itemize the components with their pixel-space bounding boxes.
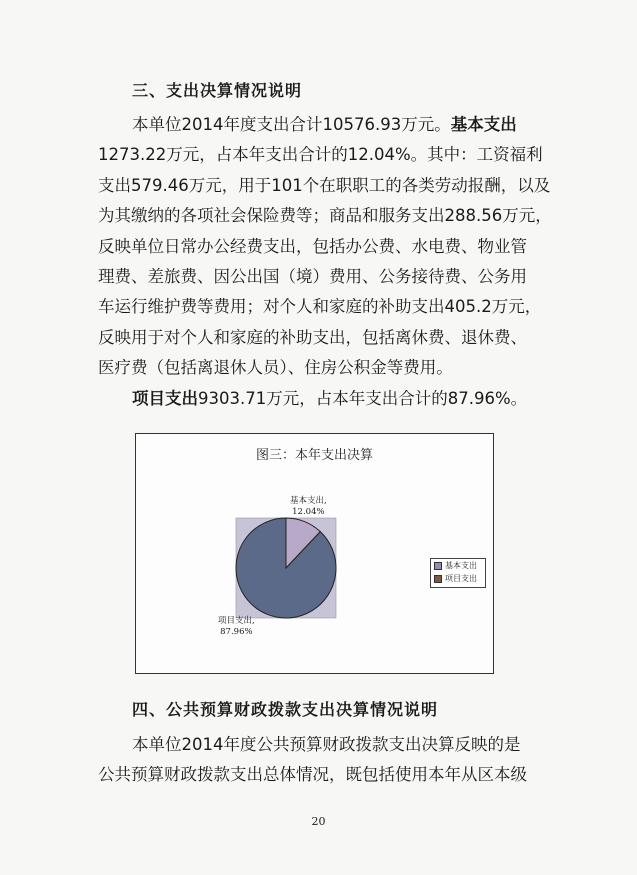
slice-label-basic-value: 12.04% — [292, 507, 325, 517]
pie-slice-project — [236, 518, 336, 618]
paragraph-line: 支出579.46万元，用于101个在职职工的各类劳动报酬，以及 — [98, 175, 551, 195]
legend-swatch — [434, 575, 442, 583]
paragraph-line: 反映用于对个人和家庭的补助支出，包括离休费、退休费、 — [98, 327, 527, 347]
total-expense-text: 本单位2014年度支出合计10576.93万元。 — [132, 115, 451, 134]
paragraph-line: 本单位2014年度公共预算财政拨款支出决算反映的是 — [132, 735, 521, 754]
paragraph-line: 1273.22万元，占本年支出合计的12.04%。其中：工资福利 — [98, 145, 543, 165]
chart-legend — [430, 558, 486, 588]
chart-title: 图三：本年支出决算 — [255, 448, 373, 463]
paragraph-line: 公共预算财政拨款支出总体情况，既包括使用本年从区本级 — [98, 765, 527, 785]
legend-item-project — [431, 572, 485, 585]
paragraph-line: 车运行维护费等费用；对个人和家庭的补助支出405.2万元， — [98, 297, 542, 317]
paragraph-line — [98, 110, 538, 140]
section3-heading: 三、支出决算情况说明 — [132, 81, 303, 100]
slice-label-basic — [290, 496, 327, 518]
legend-label: 项目支出 — [445, 574, 477, 583]
paragraph-line: 反映单位日常办公经费支出，包括办公费、水电费、物业管 — [98, 236, 527, 256]
page-number: 20 — [311, 815, 326, 828]
slice-label-project-name: 项目支出, — [218, 616, 255, 626]
basic-expense-label: 基本支出 — [450, 115, 517, 134]
section4-paragraph — [98, 730, 538, 791]
legend-item-basic — [431, 559, 485, 572]
legend-label: 基本支出 — [445, 561, 477, 570]
paragraph-line: 为其缴纳的各项社会保险费等；商品和服务支出288.56万元， — [98, 206, 552, 226]
slice-label-project — [218, 616, 255, 638]
project-expense-line — [98, 384, 538, 414]
section3-paragraph — [98, 110, 552, 414]
paragraph-line: 医疗费（包括离退休人员）、住房公积金等费用。 — [98, 358, 453, 378]
legend-swatch — [434, 562, 442, 570]
project-expense-label: 项目支出 — [132, 388, 198, 408]
pie-chart-svg — [136, 434, 493, 673]
section4-heading: 四、公共预算财政拨款支出决算情况说明 — [132, 700, 439, 719]
project-expense-text: 9303.71万元，占本年支出合计的87.96%。 — [198, 388, 528, 408]
pie-chart — [135, 433, 494, 674]
paragraph-line: 理费、差旅费、因公出国（境）费用、公务接待费、公务用 — [98, 267, 527, 287]
slice-label-basic-name: 基本支出, — [290, 496, 327, 506]
slice-label-project-value: 87.96% — [220, 627, 253, 637]
